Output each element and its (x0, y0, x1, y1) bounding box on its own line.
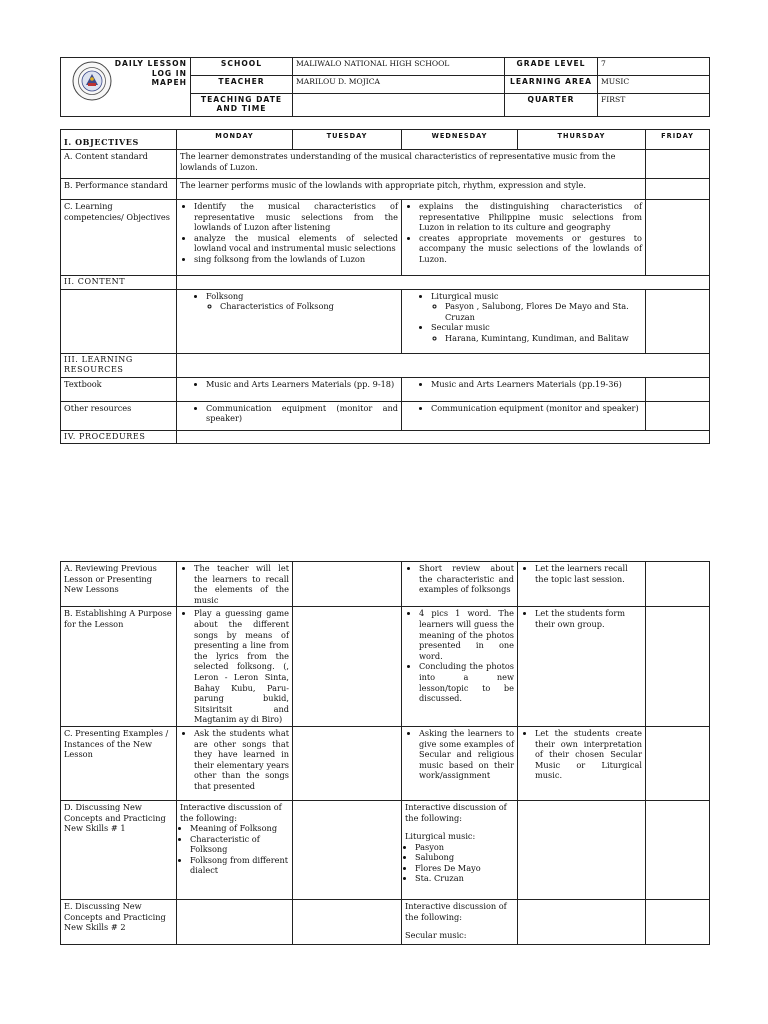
procedure-item: • Let the learners recall the topic last session. (535, 563, 642, 584)
content-label-blank (61, 289, 177, 353)
procedure-item: • 4 pics 1 word. The learners will guess the meaning of the photos presented in one word. (419, 608, 514, 661)
textbook-friday (646, 377, 710, 401)
procedure-e-monday (177, 899, 293, 944)
procedure-b-friday (646, 607, 710, 727)
content-heading-span (177, 276, 710, 290)
procedure-d-friday (646, 800, 710, 899)
procedure-item: • Play a guessing game about the different songs by means of presenting a line from the lyrics from the selected folksong. (, Leron - Leron Sinta, Bahay Kubu, Paru-parung bukid, Sitsiritsit and Magtanim ay di Biro) (194, 608, 289, 725)
procedure-item: • Sta. Cruzan (415, 873, 514, 884)
content-item: • Liturgical music (431, 291, 642, 302)
competencies-right (402, 200, 646, 276)
procedure-item: • Concluding the photos into a new lesson/topic to be discussed. (419, 661, 514, 703)
procedure-b-label: B. Establishing A Purpose for the Lesson (61, 607, 177, 727)
teacher-value: MARILOU D. MOJICA (293, 75, 505, 93)
school-value: MALIWALO NATIONAL HIGH SCHOOL (293, 58, 505, 76)
content-right (402, 289, 646, 353)
procedure-e-label: E. Discussing New Concepts and Practicing New Skills # 2 (61, 899, 177, 944)
procedure-c-tuesday (293, 726, 402, 800)
procedures-heading: IV. PROCEDURES (61, 430, 177, 444)
other-resource-item: • Communication equipment (monitor and speaker) (206, 403, 398, 424)
other-resources-left (177, 401, 402, 430)
content-item: • Folksong (206, 291, 398, 302)
other-resource-item: • Communication equipment (monitor and speaker) (431, 403, 642, 414)
content-friday (646, 289, 710, 353)
procedures-table (60, 561, 710, 945)
content-subitem: ◦ Harana, Kumintang, Kundiman, and Balitaw (445, 333, 642, 344)
procedure-d-label: D. Discussing New Concepts and Practicing New Skills # 1 (61, 800, 177, 899)
procedure-b-monday (177, 607, 293, 727)
competency-item: • sing folksong from the lowlands of Luzon (194, 254, 398, 265)
content-left (177, 289, 402, 353)
quarter-label: QUARTER (505, 93, 598, 116)
day-wednesday: WEDNESDAY (402, 130, 518, 150)
competency-item: • creates appropriate movements or gestures to accompany the music selections of the lowlands of Luzon. (419, 233, 642, 265)
other-resources-label: Other resources (61, 401, 177, 430)
learning-resources-heading: III. LEARNING RESOURCES (61, 353, 177, 377)
procedures-heading-span (177, 430, 710, 444)
procedure-intro: Interactive discussion of the following: (180, 801, 282, 823)
procedure-e-tuesday (293, 899, 402, 944)
content-subitem: ◦ Pasyon , Salubong, Flores De Mayo and Sta. Cruzan (445, 301, 642, 322)
content-standard-friday (646, 150, 710, 179)
procedure-b-wednesday (402, 607, 518, 727)
doc-type-cell (61, 58, 191, 117)
procedure-intro: Interactive discussion of the following: (405, 900, 507, 922)
competencies-label: C. Learning competencies/ Objectives (61, 200, 177, 276)
procedure-item: • Pasyon (415, 842, 514, 853)
procedure-c-monday (177, 726, 293, 800)
grade-level-value: 7 (598, 58, 710, 76)
teacher-label: TEACHER (191, 75, 293, 93)
procedure-b-tuesday (293, 607, 402, 727)
resources-heading-span (177, 353, 710, 377)
procedure-item: • Let the students create their own interpretation of their chosen Secular Music or Liturgical music. (535, 728, 642, 781)
procedure-a-thursday (518, 562, 646, 607)
performance-standard-label: B. Performance standard (61, 179, 177, 200)
lesson-table (60, 129, 710, 444)
procedure-c-thursday (518, 726, 646, 800)
content-heading: II. CONTENT (61, 276, 177, 290)
procedure-item: • Characteristic of Folksong (190, 834, 289, 855)
procedure-item: • Salubong (415, 852, 514, 863)
objectives-heading: I. OBJECTIVES (61, 130, 177, 150)
day-thursday: THURSDAY (518, 130, 646, 150)
quarter-value: FIRST (598, 93, 710, 116)
procedure-e-wednesday (402, 899, 518, 944)
procedure-c-wednesday (402, 726, 518, 800)
procedure-c-friday (646, 726, 710, 800)
teaching-date-label: TEACHING DATE AND TIME (191, 93, 293, 116)
competency-item: • Identify the musical characteristics of representative music selections from the lowlands of Luzon after listening (194, 201, 398, 233)
procedure-d-thursday (518, 800, 646, 899)
other-resources-friday (646, 401, 710, 430)
learning-area-value: MUSIC (598, 75, 710, 93)
learning-area-label: LEARNING AREA (505, 75, 598, 93)
procedure-b-thursday (518, 607, 646, 727)
procedure-subheading: Secular music: (405, 930, 467, 941)
competency-item: • explains the distinguishing characteristics of representative Philippine music selections from Luzon in relation to its culture and geography (419, 201, 642, 233)
textbook-item: • Music and Arts Learners Materials (pp.19-36) (431, 379, 642, 390)
content-subitem: ◦ Characteristics of Folksong (220, 301, 398, 312)
performance-standard-friday (646, 179, 710, 200)
textbook-item: • Music and Arts Learners Materials (pp. 9-18) (206, 379, 398, 390)
content-standard-text: The learner demonstrates understanding of the musical characteristics of representative music from the lowlands of Luzon. (177, 150, 646, 179)
procedure-item: • Ask the students what are other songs that they have learned in their elementary years other than the songs that presented (194, 728, 289, 792)
textbook-label: Textbook (61, 377, 177, 401)
procedure-subheading: Liturgical music: (405, 831, 476, 842)
doc-type-title: DAILY LESSON LOG IN MAPEH (114, 59, 187, 87)
procedure-e-friday (646, 899, 710, 944)
competencies-left (177, 200, 402, 276)
procedure-item: • Folksong from different dialect (190, 855, 289, 876)
procedure-item: • Flores De Mayo (415, 863, 514, 874)
content-item: • Secular music (431, 322, 642, 333)
textbook-right (402, 377, 646, 401)
school-label: SCHOOL (191, 58, 293, 76)
procedure-c-label: C. Presenting Examples / Instances of the New Lesson (61, 726, 177, 800)
procedure-item: • Asking the learners to give some examples of Secular and religious music based on their work/assignment (419, 728, 514, 781)
procedure-item: • Let the students form their own group. (535, 608, 642, 629)
procedure-item: • Meaning of Folksong (190, 823, 289, 834)
procedure-a-monday (177, 562, 293, 607)
procedure-d-tuesday (293, 800, 402, 899)
header-table (60, 57, 710, 117)
procedure-a-tuesday (293, 562, 402, 607)
performance-standard-text: The learner performs music of the lowlands with appropriate pitch, rhythm, expression and style. (177, 179, 646, 200)
day-friday: FRIDAY (646, 130, 710, 150)
textbook-left (177, 377, 402, 401)
procedure-intro: Interactive discussion of the following: (405, 801, 507, 823)
procedure-a-friday (646, 562, 710, 607)
teaching-date-value (293, 93, 505, 116)
procedure-d-monday (177, 800, 293, 899)
day-monday: MONDAY (177, 130, 293, 150)
competencies-friday (646, 200, 710, 276)
procedure-e-thursday (518, 899, 646, 944)
other-resources-right (402, 401, 646, 430)
content-standard-label: A. Content standard (61, 150, 177, 179)
procedure-item: • The teacher will let the learners to recall the elements of the music (194, 563, 289, 605)
procedure-a-wednesday (402, 562, 518, 607)
procedure-item: • Short review about the characteristic and examples of folksongs (419, 563, 514, 595)
day-tuesday: TUESDAY (293, 130, 402, 150)
procedure-d-wednesday (402, 800, 518, 899)
procedure-a-label: A. Reviewing Previous Lesson or Presenting New Lessons (61, 562, 177, 607)
competency-item: • analyze the musical elements of selected lowland vocal and instrumental music selections (194, 233, 398, 254)
grade-level-label: GRADE LEVEL (505, 58, 598, 76)
